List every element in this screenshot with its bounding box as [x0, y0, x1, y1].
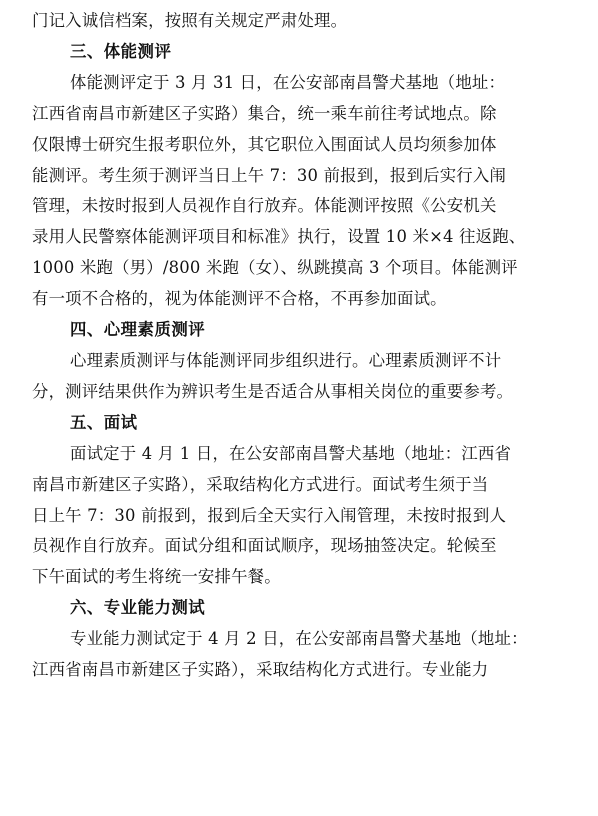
text-line: 体能测评定于 3 月 31 日，在公安部南昌警犬基地（地址： [70, 72, 506, 92]
text-line: 仅限博士研究生报考职位外，其它职位入围面试人员均须参加体 [32, 134, 497, 154]
section-heading-professional-test: 六、专业能力测试 [70, 598, 206, 618]
text-line: 1000 米跑（男）/800 米跑（女）、纵跳摸高 3 个项目。体能测评 [32, 258, 518, 278]
text-line: 分，测评结果供作为辨识考生是否适合从事相关岗位的重要参考。 [32, 381, 514, 401]
text-line: 门记入诚信档案，按照有关规定严肃处理。 [32, 11, 348, 30]
text-line: 录用人民警察体能测评项目和标准》执行，设置 10 米×4 往返跑、 [32, 227, 526, 247]
text-line: 下午面试的考生将统一安排午餐。 [32, 567, 281, 587]
section-heading-psych-test: 四、心理素质测评 [70, 320, 206, 340]
text-line: 员视作自行放弃。面试分组和面试顺序，现场抽签决定。轮候至 [32, 536, 497, 556]
text-line: 面试定于 4 月 1 日，在公安部南昌警犬基地（地址：江西省 [70, 443, 512, 463]
text-line: 日上午 7：30 前报到，报到后全天实行入闱管理，未按时报到人 [32, 505, 507, 525]
text-line: 江西省南昌市新建区子实路），采取结构化方式进行。专业能力 [32, 660, 489, 680]
text-line: 心理素质测评与体能测评同步组织进行。心理素质测评不计 [70, 350, 502, 370]
text-line: 专业能力测试定于 4 月 2 日，在公安部南昌警犬基地（地址： [70, 629, 528, 649]
text-line: 有一项不合格的，视为体能测评不合格，不再参加面试。 [32, 289, 447, 309]
text-line: 江西省南昌市新建区子实路）集合，统一乘车前往考试地点。除 [32, 103, 497, 123]
section-heading-interview: 五、面试 [70, 412, 138, 432]
text-line: 管理，未按时报到人员视作自行放弃。体能测评按照《公安机关 [32, 196, 497, 216]
section-heading-physical-test: 三、体能测评 [70, 41, 172, 61]
text-line: 能测评。考生须于测评当日上午 7：30 前报到，报到后实行入闱 [32, 165, 507, 185]
text-line: 南昌市新建区子实路），采取结构化方式进行。面试考生须于当 [32, 474, 489, 494]
